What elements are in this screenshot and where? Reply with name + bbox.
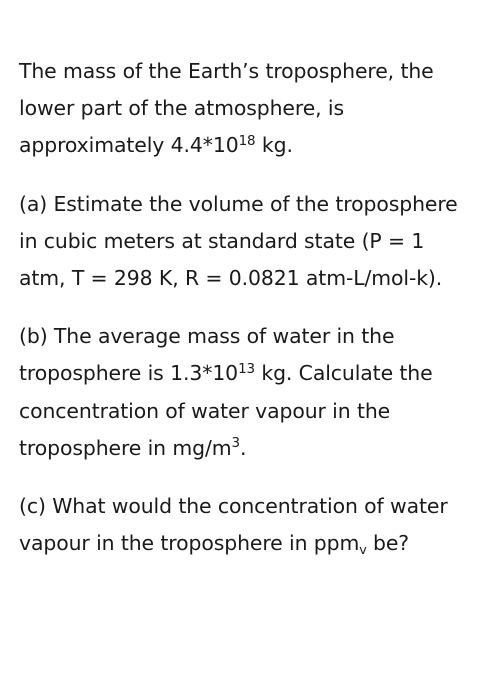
part-b-exponent-1: 13 — [238, 362, 255, 378]
part-a-text: (a) Estimate the volume of the troposphere in cubic meters at standard state (P = 1 atm, T = 298 K, R = 0.0821 atm-L/mol-k). — [19, 191, 458, 291]
part-b-exponent-2: 3 — [231, 436, 240, 452]
part-b-paragraph — [19, 318, 464, 467]
part-b-text-2: kg. Calculate the concentration of water vapour in the troposphere in mg/m — [19, 361, 433, 460]
part-c-subscript: v — [359, 541, 367, 557]
intro-paragraph — [19, 53, 464, 165]
problem-text — [19, 53, 464, 562]
intro-exponent: 18 — [238, 134, 256, 150]
part-c-text-1: (c) What would the concentration of water vapour in the troposphere in ppm — [19, 494, 448, 556]
part-b-text-1: (b) The average mass of water in the troposphere is 1.3*10 — [19, 324, 395, 386]
part-c-text-2: be? — [366, 531, 410, 556]
part-b-text-3: . — [240, 435, 247, 460]
intro-text: The mass of the Earth’s troposphere, the lower part of the atmosphere, is approximately 4.4*10 — [19, 59, 434, 158]
intro-unit: kg. — [255, 133, 293, 158]
part-c-paragraph — [19, 488, 464, 562]
part-a-paragraph — [19, 186, 464, 298]
